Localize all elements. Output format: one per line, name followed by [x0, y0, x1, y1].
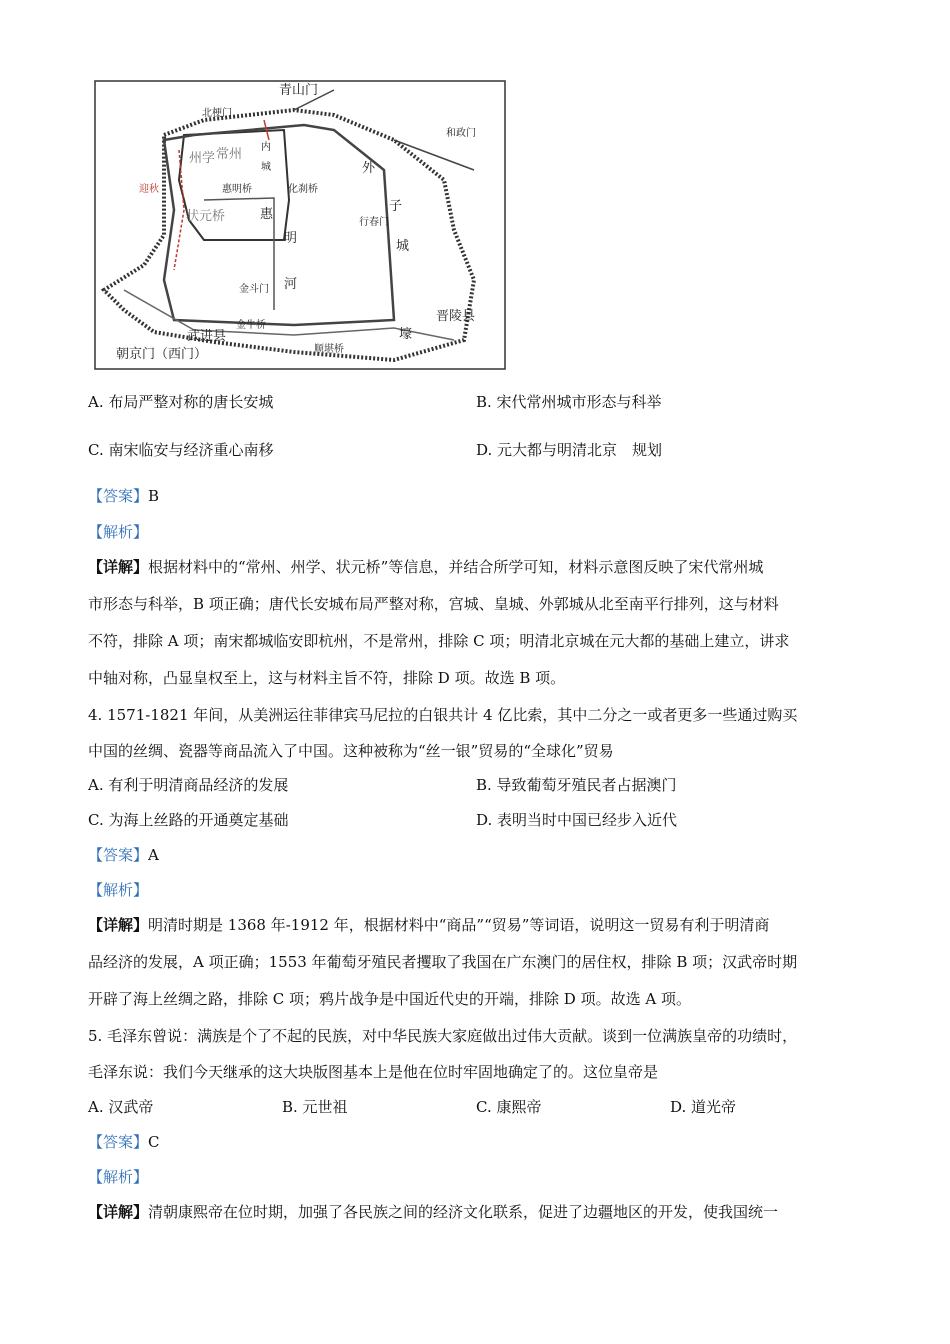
map-label-he: 河 — [284, 277, 298, 292]
q5-answer — [88, 1132, 160, 1152]
q3-option-d: D. 元大都与明清北京 规划 — [476, 441, 663, 459]
q3-detail-line-2: 市形态与科举，B 项正确；唐代长安城布局严整对称，宫城、皇城、外郭城从北至南平行排列，这与材料 — [88, 595, 779, 613]
map-label-chaojing: 朝京门（西门） — [116, 347, 208, 362]
detail-tag: 【详解】 — [88, 916, 149, 934]
detail-text: 根据材料中的“常州、州学、状元桥”等信息，并结合所学可知，材料示意图反映了宋代常州城 — [148, 558, 764, 576]
map-label-heyi: 和政门 — [446, 128, 476, 139]
answer-value: B — [148, 487, 160, 505]
map-label-nei: 内 — [261, 142, 271, 153]
map-label-hao: 壕 — [399, 327, 413, 342]
q3-detail-line-3: 不符，排除 A 项；南宋都城临安即杭州，不是常州，排除 C 项；明清北京城在元大都的基础上建立，讲求 — [88, 632, 790, 650]
q3-analysis-tag: 【解析】 — [88, 523, 149, 541]
map-label-yingchun: 迎秋 — [139, 184, 159, 195]
q4-option-a: A. 有利于明清商品经济的发展 — [88, 776, 289, 794]
map-label-cheng: 城 — [261, 162, 271, 173]
q3-option-b: B. 宋代常州城市形态与科举 — [476, 393, 662, 411]
q5-option-d: D. 道光帝 — [670, 1098, 737, 1116]
map-label-dongmen: 行春门 — [359, 217, 389, 228]
map-label-beiguan: 北梗门 — [202, 108, 232, 119]
map-label-zhouxue: 州学 — [189, 151, 216, 166]
map-label-huiming: 惠明桥 — [222, 184, 252, 195]
answer-tag: 【答案】 — [88, 846, 149, 864]
answer-tag: 【答案】 — [88, 487, 149, 505]
q4-detail-line-2: 品经济的发展，A 项正确；1553 年葡萄牙殖民者攫取了我国在广东澳门的居住权，排除 B 项；汉武帝时期 — [88, 953, 798, 971]
map-label-changzhou: 常州 — [216, 147, 243, 162]
q3-answer — [88, 486, 159, 506]
map-label-zhuangyuan: 状元桥 — [186, 209, 226, 224]
q4-stem-line-2: 中国的丝绸、瓷器等商品流入了中国。这种被称为“丝一银”贸易的“全球化”贸易 — [88, 742, 614, 760]
q4-option-d: D. 表明当时中国已经步入近代 — [476, 811, 678, 829]
map-label-qingshan: 青山门 — [279, 83, 319, 98]
detail-text: 明清时期是 1368 年-1912 年，根据材料中“商品”“贸易”等词语，说明这一贸易有利于明清商 — [148, 916, 770, 934]
map-label-wai: 外 — [362, 161, 376, 176]
q3-detail-line-1 — [88, 557, 763, 577]
q5-detail-line-1 — [88, 1202, 778, 1222]
map-label-cheng2: 城 — [396, 239, 410, 254]
q5-stem-line-2: 毛泽东说：我们今天继承的这大块版图基本上是他在位时牢固地确定了的。这位皇帝是 — [88, 1063, 659, 1081]
q4-analysis-tag: 【解析】 — [88, 881, 149, 899]
answer-value: A — [148, 846, 159, 864]
q4-detail-line-3: 开辟了海上丝绸之路，排除 C 项；鸦片战争是中国近代史的开端，排除 D 项。故选 A 项。 — [88, 990, 691, 1008]
detail-tag: 【详解】 — [88, 1203, 149, 1221]
map-label-huacha: 化刹桥 — [288, 184, 318, 195]
map-label-jindou: 金斗门 — [239, 284, 269, 295]
q4-option-b: B. 导致葡萄牙殖民者占据澳门 — [476, 776, 677, 794]
changzhou-city-map — [94, 80, 506, 370]
q3-option-a: A. 布局严整对称的唐长安城 — [88, 393, 274, 411]
answer-tag: 【答案】 — [88, 1133, 149, 1151]
q5-stem-line-1: 5. 毛泽东曾说：满族是个了不起的民族，对中华民族大家庭做出过伟大贡献。谈到一位满族皇帝的功绩时， — [88, 1027, 798, 1045]
detail-text: 清朝康熙帝在位时期，加强了各民族之间的经济文化联系，促进了边疆地区的开发，使我国统一 — [148, 1203, 779, 1221]
q5-option-a: A. 汉武帝 — [88, 1098, 154, 1116]
q4-answer — [88, 845, 159, 865]
q5-analysis-tag: 【解析】 — [88, 1168, 149, 1186]
q5-option-b: B. 元世祖 — [282, 1098, 348, 1116]
map-label-jinniu: 金牛桥 — [236, 320, 266, 331]
q4-option-c: C. 为海上丝路的开通奠定基础 — [88, 811, 289, 829]
q5-option-c: C. 康熙帝 — [476, 1098, 542, 1116]
map-label-jinling: 晋陵县 — [436, 309, 476, 324]
map-label-wujin: 武进县 — [187, 329, 227, 344]
q3-detail-line-4: 中轴对称，凸显皇权至上，这与材料主旨不符，排除 D 项。故选 B 项。 — [88, 669, 566, 687]
detail-tag: 【详解】 — [88, 558, 149, 576]
answer-value: C — [148, 1133, 160, 1151]
q4-stem-line-1: 4. 1571-1821 年间，从美洲运往菲律宾马尼拉的白银共计 4 亿比索，其中二分之一或者更多一些通过购买 — [88, 706, 798, 724]
map-label-zi: 子 — [389, 199, 403, 214]
map-label-shunqiao: 顺堪桥 — [314, 344, 344, 355]
map-label-ming: 明 — [284, 231, 298, 246]
map-label-hui: 惠 — [260, 207, 274, 222]
q4-detail-line-1 — [88, 915, 769, 935]
q3-option-c: C. 南宋临安与经济重心南移 — [88, 441, 274, 459]
